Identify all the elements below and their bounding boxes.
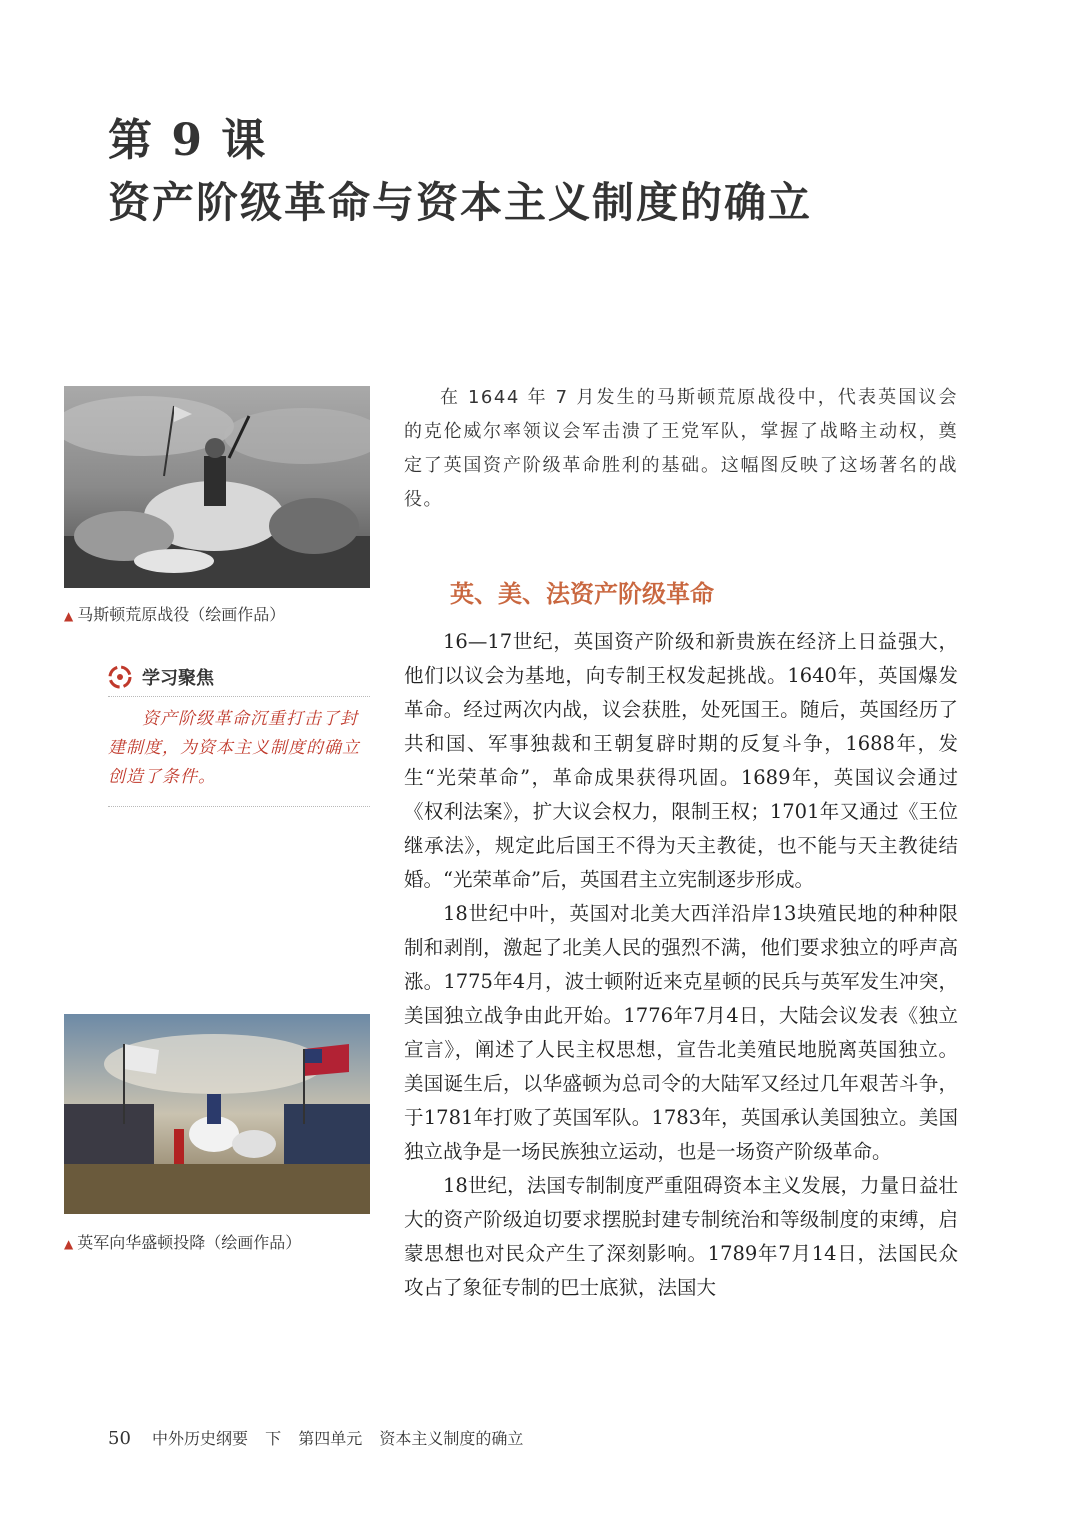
- figure-caption-text: 英军向华盛顿投降（绘画作品）: [77, 1233, 302, 1252]
- intro-paragraph: 在 1644 年 7 月发生的马斯顿荒原战役中，代表英国议会的克伦威尔率领议会军击溃了王党军队，掌握了战略主动权，奠定了英国资产阶级革命胜利的基础。这幅图反映了这场著名的战役。: [404, 387, 958, 510]
- marston-moor-painting: [64, 386, 370, 588]
- section-heading: 英、美、法资产阶级革命: [450, 580, 714, 608]
- unit-label: 第四单元: [298, 1429, 363, 1448]
- unit-title: 资本主义制度的确立: [379, 1429, 524, 1448]
- learning-focus-title: 学习聚焦: [142, 668, 214, 689]
- learning-focus-text: 资产阶级革命沉重打击了封建制度，为资本主义制度的确立创造了条件。: [108, 709, 360, 787]
- learning-focus-box: [108, 664, 370, 807]
- figure-caption-text: 马斯顿荒原战役（绘画作品）: [77, 605, 286, 624]
- body-paragraph-3: 18世纪，法国专制制度严重阻碍资本主义发展，力量日益壮大的资产阶级迫切要求摆脱封建专制统治和等级制度的束缚，启蒙思想也对民众产生了深刻影响。1789年7月14日，法国民众攻占了象征专制的巴士底狱，法国大: [404, 1174, 958, 1299]
- book-title: 中外历史纲要: [152, 1429, 249, 1448]
- body-paragraph-1: 16—17世纪，英国资产阶级和新贵族在经济上日益强大，他们以议会为基地，向专制王权发起挑战。1640年，英国爆发革命。经过两次内战，议会获胜，处死国王。随后，英国经历了共和国、军事独裁和王朝复辟时期的反复斗争，1688年，发生“光荣革命”，革命成果获得巩固。1689年，英国议会通过《权利法案》，扩大议会权力，限制王权；1701年又通过《王位继承法》，规定此后国王不得为天主教徒，也不能与天主教徒结婚。“光荣革命”后，英国君主立宪制逐步形成。: [404, 630, 958, 891]
- figure-caption-2: [64, 1230, 301, 1253]
- volume-label: 下: [265, 1429, 282, 1448]
- lesson-title: 资产阶级革命与资本主义制度的确立: [108, 178, 813, 227]
- target-icon: [108, 665, 132, 689]
- surrender-painting: [64, 1014, 370, 1214]
- page-footer: [108, 1426, 523, 1449]
- section-body: [404, 625, 958, 1305]
- figure-caption-1: [64, 602, 285, 625]
- body-paragraph-2: 18世纪中叶，英国对北美大西洋沿岸13块殖民地的种种限制和剥削，激起了北美人民的强烈不满，他们要求独立的呼声高涨。1775年4月，波士顿附近来克星顿的民兵与英军发生冲突，美国独立战争由此开始。1776年7月4日，大陆会议发表《独立宣言》，阐述了人民主权思想，宣告北美殖民地脱离英国独立。美国诞生后，以华盛顿为总司令的大陆军又经过几年艰苦斗争，于1781年打败了英国军队。1783年，英国承认美国独立。美国独立战争是一场民族独立运动，也是一场资产阶级革命。: [404, 902, 958, 1163]
- page-number: 50: [108, 1428, 131, 1449]
- triangle-marker-icon: ▲: [64, 609, 74, 623]
- lesson-number: 第 9 课: [108, 115, 268, 166]
- triangle-marker-icon: ▲: [64, 1237, 74, 1251]
